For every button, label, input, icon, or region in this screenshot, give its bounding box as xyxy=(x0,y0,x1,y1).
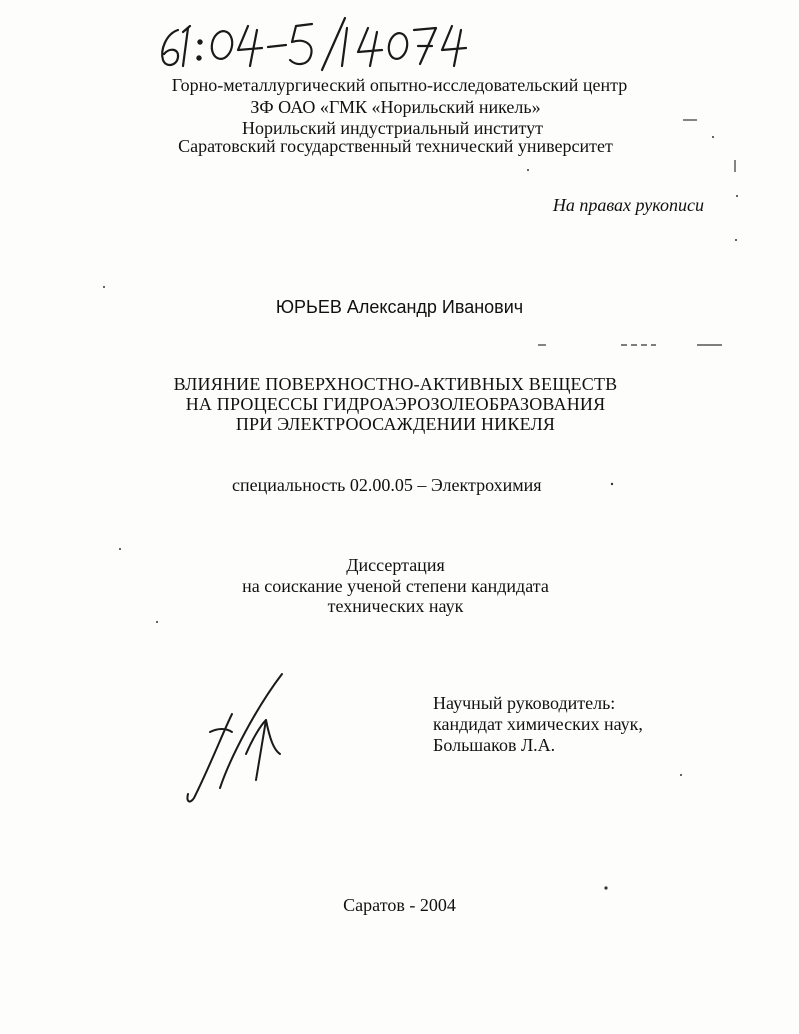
author-name: ЮРЬЕВ Александр Иванович xyxy=(275,297,524,317)
dissertation-heading: Диссертация xyxy=(346,555,445,575)
organization-line-3: Норильский индустриальный институт xyxy=(242,118,543,138)
thesis-title-line-3: ПРИ ЭЛЕКТРООСАЖДЕНИИ НИКЕЛЯ xyxy=(235,414,556,434)
dissertation-degree-line: на соискание ученой степени кандидата xyxy=(242,576,549,596)
city-and-year: Саратов - 2004 xyxy=(343,895,456,915)
supervisor-degree: кандидат химических наук, xyxy=(433,714,643,734)
organization-line-4: Саратовский государственный технический университет xyxy=(178,136,613,156)
organization-line-1: Горно-металлургический опытно-исследовательский центр xyxy=(171,75,628,95)
manuscript-rights-note: На правах рукописи xyxy=(552,195,704,215)
thesis-title-line-2: НА ПРОЦЕССЫ ГИДРОАЭРОЗОЛЕОБРАЗОВАНИЯ xyxy=(185,394,606,414)
dissertation-field-line: технических наук xyxy=(327,596,464,616)
supervisor-heading: Научный руководитель: xyxy=(433,693,616,713)
supervisor-name: Большаков Л.А. xyxy=(433,735,556,755)
speciality-line: специальность 02.00.05 – Электрохимия xyxy=(232,475,542,495)
organization-line-2: ЗФ ОАО «ГМК «Норильский никель» xyxy=(250,97,541,117)
thesis-title-line-1: ВЛИЯНИЕ ПОВЕРХНОСТНО-АКТИВНЫХ ВЕЩЕСТВ xyxy=(173,374,618,394)
